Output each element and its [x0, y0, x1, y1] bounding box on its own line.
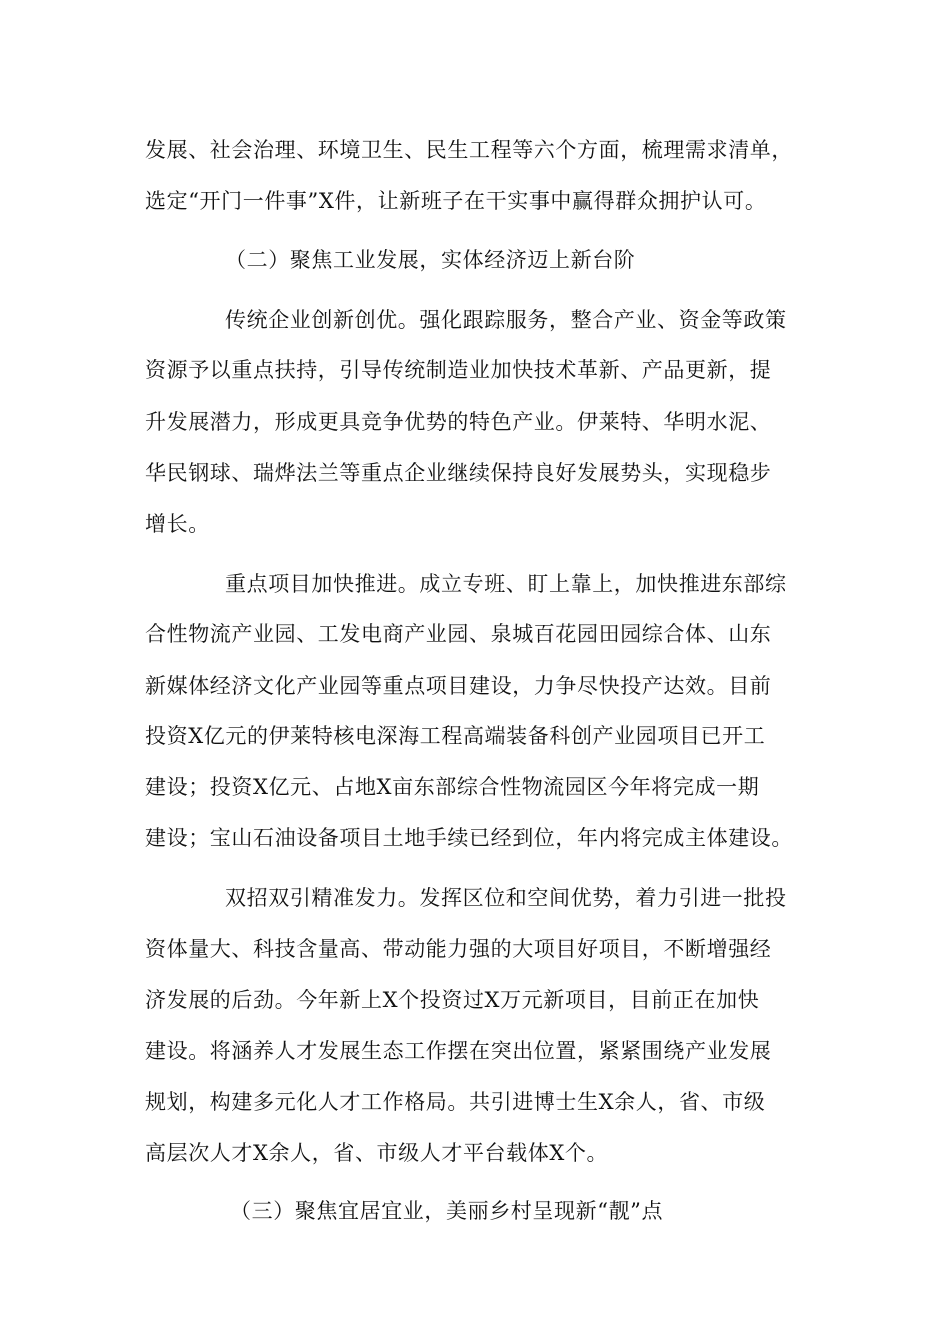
section-heading: （三）聚焦宜居宜业，美丽乡村呈现新“靓”点 [230, 1199, 664, 1223]
paragraph-line: 投资X亿元的伊莱特核电深海工程高端装备科创产业园项目已开工 [145, 724, 766, 748]
paragraph-line: 双招双引精准发力。发挥区位和空间优势，着力引进一批投 [225, 886, 787, 910]
paragraph-line: 重点项目加快推进。成立专班、盯上靠上，加快推进东部综 [225, 572, 787, 596]
paragraph-line: 选定“开门一件事”X件，让新班子在干实事中赢得群众拥护认可。 [145, 189, 767, 213]
paragraph-line: 建设。将涵养人才发展生态工作摆在突出位置，紧紧围绕产业发展 [145, 1039, 772, 1063]
paragraph-line: 资源予以重点扶持，引导传统制造业加快技术革新、产品更新，提 [145, 358, 772, 382]
paragraph-line: 华民钢球、瑞烨法兰等重点企业继续保持良好发展势头，实现稳步 [145, 461, 772, 485]
paragraph-line: 济发展的后劲。今年新上X个投资过X万元新项目，目前正在加快 [145, 988, 760, 1012]
paragraph-line: 规划，构建多元化人才工作格局。共引进博士生X余人，省、市级 [145, 1090, 766, 1114]
paragraph-line: 升发展潜力，形成更具竞争优势的特色产业。伊莱特、华明水泥、 [145, 410, 772, 434]
paragraph-line: 发展、社会治理、环境卫生、民生工程等六个方面，梳理需求清单， [145, 138, 793, 162]
paragraph-line: 高层次人才X余人，省、市级人才平台载体X个。 [145, 1141, 609, 1165]
paragraph-line: 建设；投资X亿元、占地X亩东部综合性物流园区今年将完成一期 [145, 775, 760, 799]
paragraph-line: 资体量大、科技含量高、带动能力强的大项目好项目，不断增强经 [145, 937, 772, 961]
paragraph-line: 增长。 [145, 512, 210, 536]
paragraph-line: 建设；宝山石油设备项目土地手续已经到位，年内将完成主体建设。 [145, 826, 793, 850]
paragraph-line: 传统企业创新创优。强化跟踪服务，整合产业、资金等政策 [225, 308, 787, 332]
paragraph-line: 新媒体经济文化产业园等重点项目建设，力争尽快投产达效。目前 [145, 674, 772, 698]
section-heading: （二）聚焦工业发展，实体经济迈上新台阶 [225, 248, 636, 272]
paragraph-line: 合性物流产业园、工发电商产业园、泉城百花园田园综合体、山东 [145, 622, 772, 646]
